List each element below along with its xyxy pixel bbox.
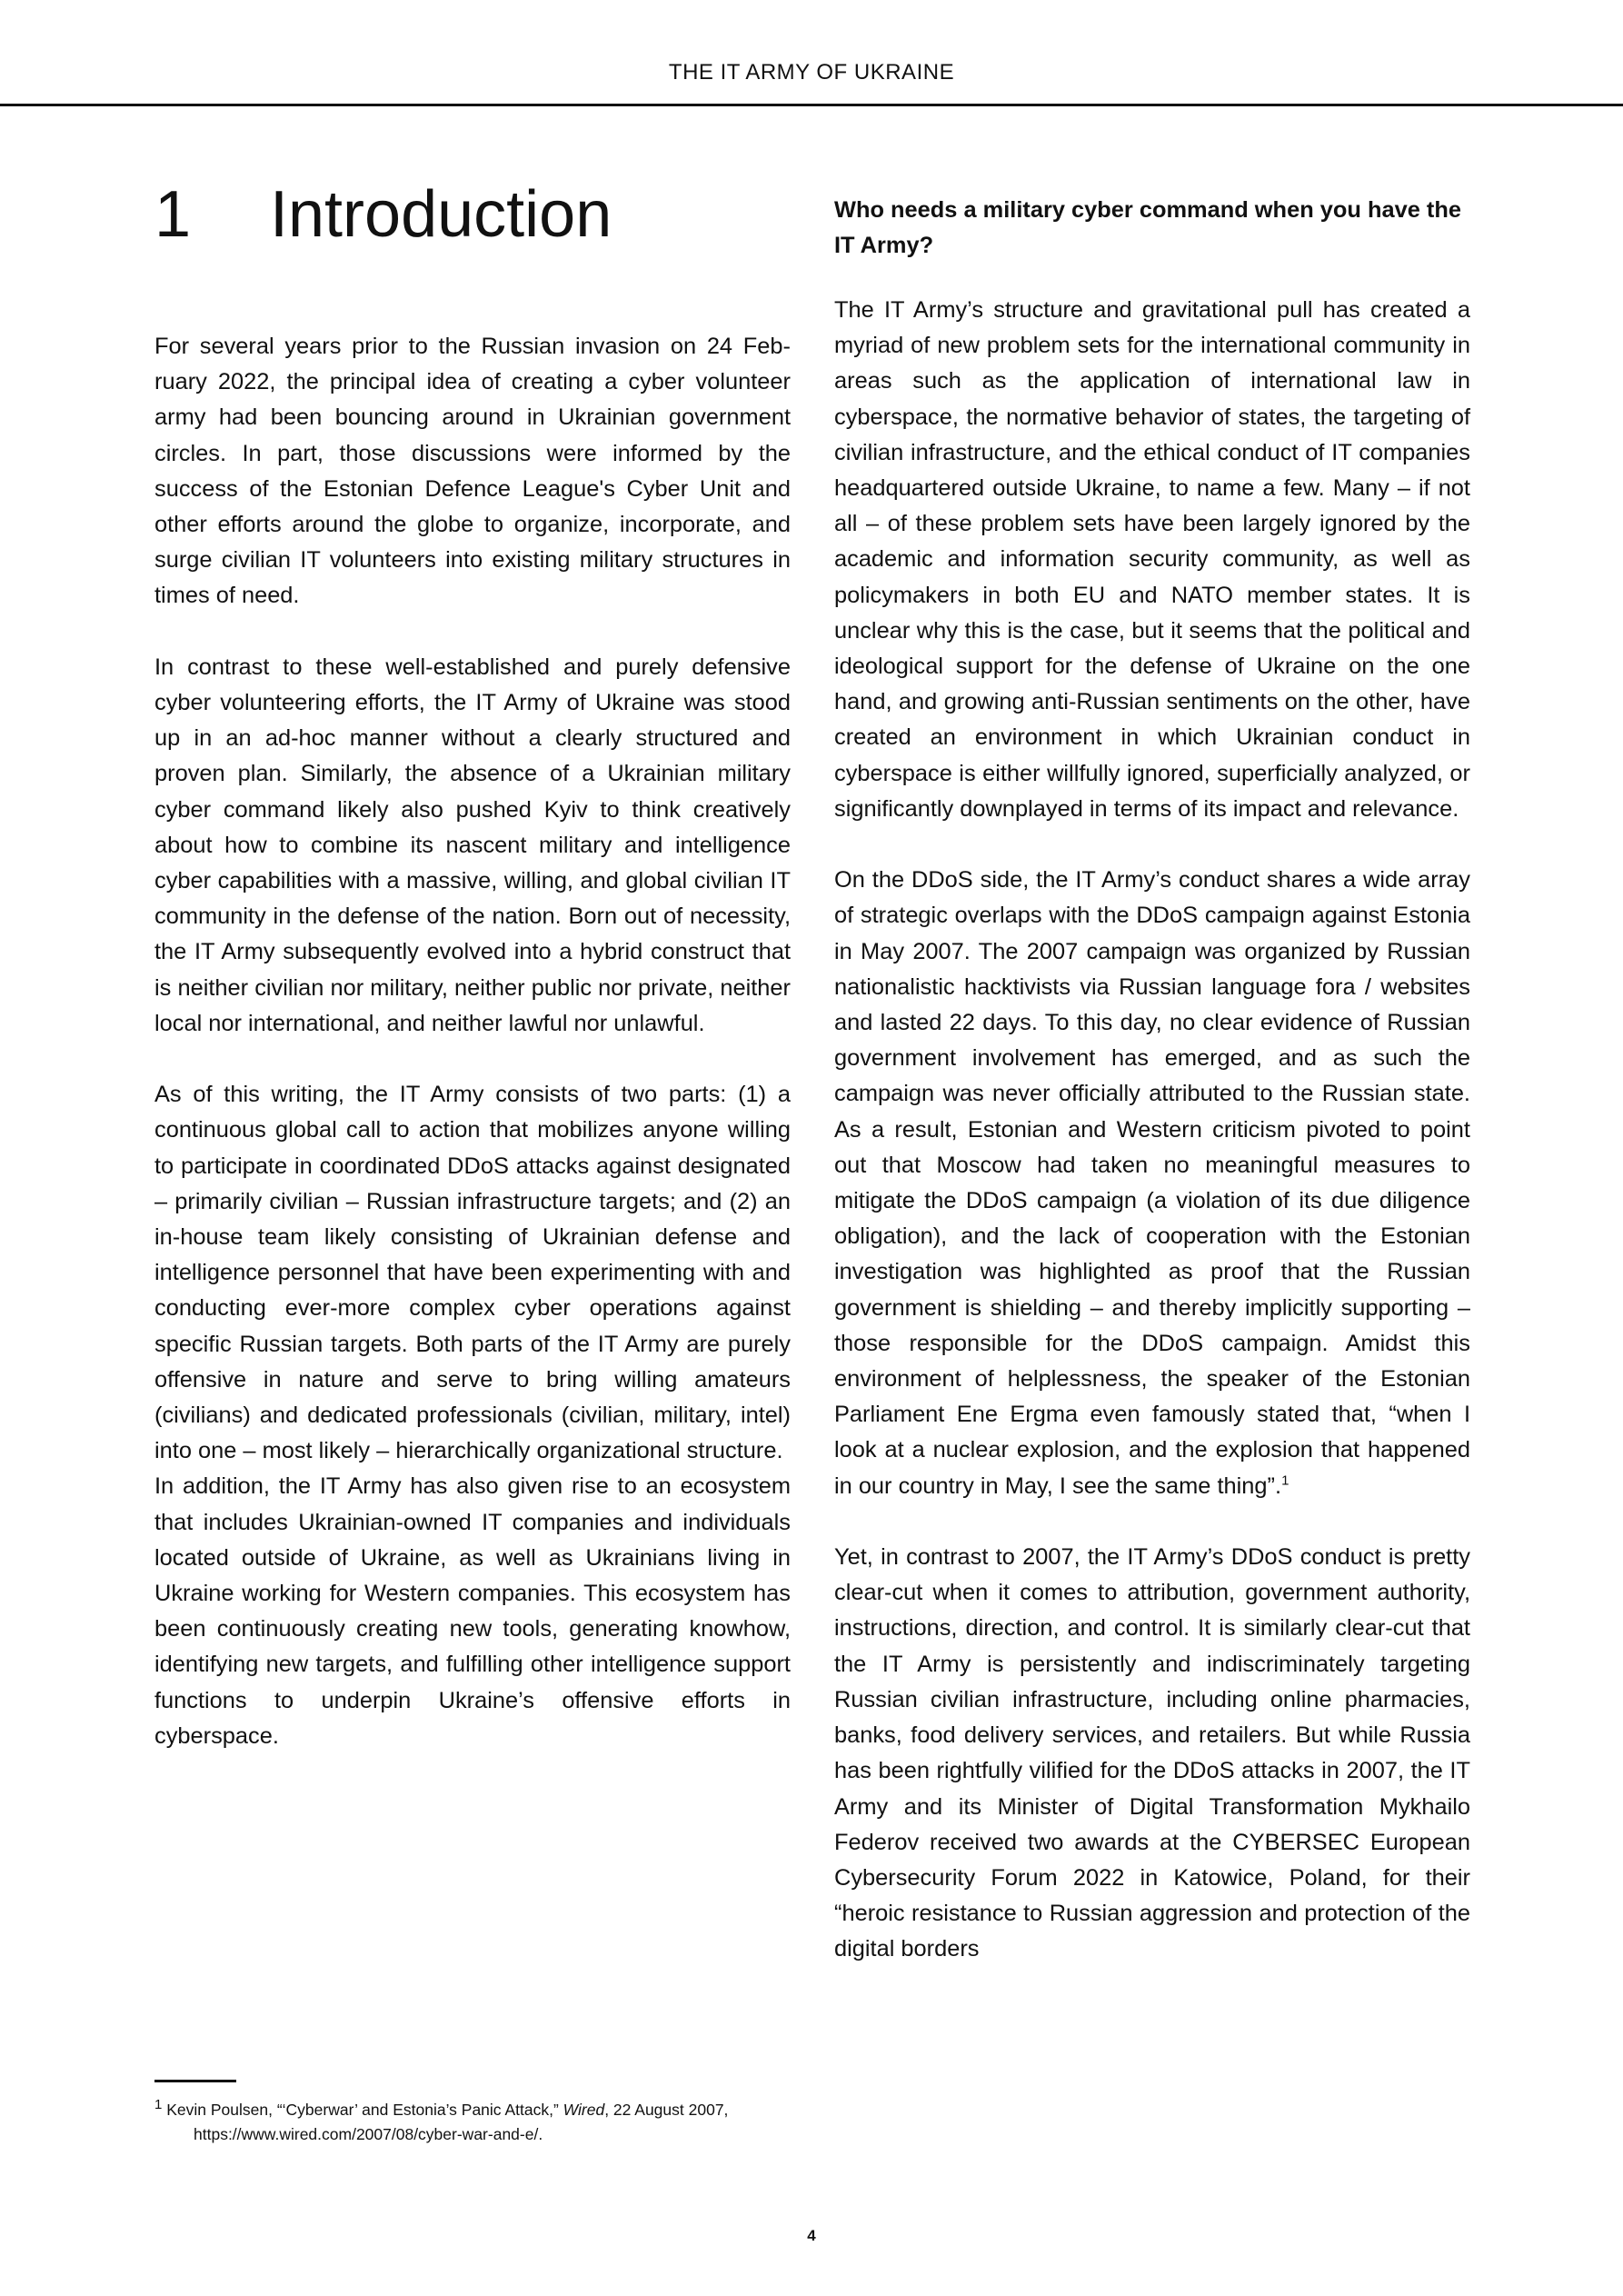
paragraph: Yet, in contrast to 2007, the IT Army’s DDoS conduct is pretty clear-cut when it comes to attribution, government authority, instructions, direction, and control. It is similarly clear-cut that the IT Army is persistently and indiscriminately targeting Russian civilian infrastructure, including online pharmacies, banks, food delivery services, and retailers. But while Russia has been rightfully vilified for the DDoS attacks in 2007, the IT Army and its Minister of Digital Transformation Mykhailo Federov received two awards at the CYBERSEC European Cybersecurity Forum 2022 in Katowice, Poland, for their “heroic resistance to Russian aggression and protection of the digital borders (834, 1544, 1470, 1962)
footnote-text: Kevin Poulsen, “‘Cyberwar’ and Estonia’s Panic Attack,” (166, 2101, 563, 2119)
chapter-title-text: Introduction (270, 178, 612, 251)
paragraph: As of this writing, the IT Army consists of two parts: (1) a continuous global call to action that mobilizes anyone willing to participate in coordinated DDoS attacks against designated – primarily civilian – Russian infrastructure targets; and (2) an in-house team likely consisting of Ukrainian defense and intelligence personnel that have been experimenting with and conducting ever-more complex cyber operations against specific Russian targets. Both parts of the IT Army are purely offensive in nature and serve to bring willing amateurs (civilians) and dedicated professionals (civilian, military, intel) into one – most likely – hierarchically organizational structure. (154, 1082, 791, 1464)
chapter-title (154, 178, 612, 251)
footnote-publication: Wired (563, 2101, 605, 2119)
footnote-marker: 1 (154, 2097, 163, 2113)
footnote-rule (154, 2080, 236, 2082)
paragraph: In addition, the IT Army has also given rise to an ecosystem that includes Ukrainian-owned IT companies and individuals located outside of Ukraine, as well as Ukrainians living in Ukraine working for Western companies. This ecosystem has been continuously creating new tools, generating knowhow, identifying new targets, and fulfilling other intelligence support functions to underpin Ukraine’s offensive efforts in cyberspace. (154, 1473, 791, 1749)
section-heading: Who needs a military cyber command when you have the IT Army? (834, 197, 1461, 258)
paragraph-text: On the DDoS side, the IT Army’s conduct shares a wide array of strategic overlaps with the DDoS campaign against Estonia in May 2007. The 2007 campaign was organized by Russian nationalistic hacktivists via Russian language fora / websites and lasted 22 days. To this day, no clear evidence of Russian government involvement has emerged, and as such the campaign was never officially attributed to the Russian state. As a result, Estonian and Western criticism pivoted to point out that Moscow had taken no meaningful measures to mitigate the DDoS campaign (a violation of its due diligence obligation), and the lack of cooperation with the Estonian investigation was highlighted as proof that the Russian government is shielding – and thereby implicitly supporting – those responsible for the DDoS campaign. Amidst this environment of helplessness, the speaker of the Estonian Parliament Ene Ergma even famously stated that, “when I look at a nuclear explosion, and the explosion that happened in our country in May, I see the same thing”. (834, 867, 1470, 1499)
footnote-reference[interactable]: 1 (1281, 1472, 1289, 1489)
header-rule (0, 104, 1623, 106)
paragraph: In contrast to these well-established and purely defensive cyber volunteering efforts, the IT Army of Ukraine was stood up in an ad-hoc manner without a clearly structured and proven plan. Similarly, the absence of a Ukrainian military cyber command likely also pushed Kyiv to think creatively about how to combine its nascent military and intelligence cyber capabilities with a massive, willing, and global civilian IT community in the defense of the nation. Born out of necessity, the IT Army subsequently evolved into a hybrid construct that is neither civilian nor military, neither public nor private, neither local nor international, and neither lawful nor unlawful. (154, 654, 791, 1036)
page-number: 4 (807, 2227, 816, 2244)
chapter-number: 1 (154, 178, 192, 251)
paragraph: The IT Army’s structure and gravitational pull has created a myriad of new problem sets for the international community in areas such as the application of international law in cyberspace, the normative behavior of states, the targeting of civilian infrastructure, and the ethical conduct of IT companies headquartered outside Ukraine, to name a few. Many – if not all – of these problem sets have been largely ignored by the academic and information security community, as well as policymakers in both EU and NATO member states. It is unclear why this is the case, but it seems that the political and ideological support for the defense of Ukraine on the one hand, and growing anti-Russian sentiments on the other, have created an environment in which Ukrainian conduct in cyberspace is either willfully ignored, superficially analyzed, or significantly downplayed in terms of its impact and relevance. (834, 297, 1470, 822)
right-column (834, 293, 1470, 1968)
left-column (154, 329, 791, 1754)
running-header: THE IT ARMY OF UKRAINE (668, 60, 955, 85)
footnote-url-link[interactable]: https://www.wired.com/2007/08/cyber-war-and-e/. (194, 2125, 543, 2143)
paragraph: For several years prior to the Russian invasion on 24 February 2022, the principal idea of creating a cyber volunteer army had been bouncing around in Ukrainian government circles. In part, those discussions were informed by the success of the Estonian Defence League's Cyber Unit and other efforts around the globe to organize, incorporate, and surge civilian IT volunteers into existing military structures in times of need. (154, 334, 791, 609)
paragraph-with-footnote (834, 863, 1470, 1504)
footnote (154, 2098, 809, 2147)
footnote-date: , 22 August 2007, (604, 2101, 729, 2119)
